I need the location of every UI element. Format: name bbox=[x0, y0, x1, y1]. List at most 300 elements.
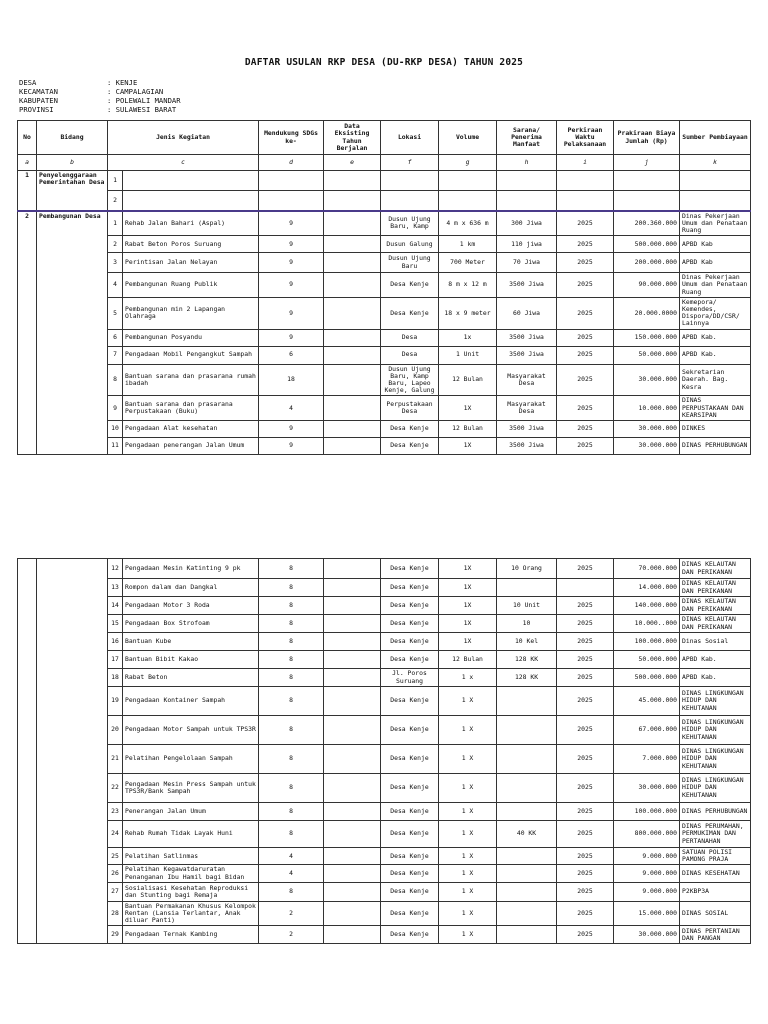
location: Desa bbox=[381, 329, 439, 346]
location: Desa Kenje bbox=[381, 848, 439, 865]
existing-data bbox=[324, 687, 381, 716]
location: Dusun Galung bbox=[381, 236, 439, 253]
activity-name: Pelatihan Pengelolaan Sampah bbox=[123, 745, 259, 774]
funding-source: Sekretarian Daerah. Bag. Kesra bbox=[680, 364, 751, 396]
existing-data bbox=[324, 364, 381, 396]
bidang-2-no: 2 bbox=[18, 211, 37, 455]
row-number: 7 bbox=[108, 346, 123, 364]
timeline: 2025 bbox=[557, 297, 614, 329]
beneficiaries: Masyarakat Desa bbox=[497, 396, 557, 421]
existing-data bbox=[324, 329, 381, 346]
cost: 500.000.000 bbox=[614, 236, 680, 253]
timeline: 2025 bbox=[557, 346, 614, 364]
timeline: 2025 bbox=[557, 615, 614, 633]
existing-data bbox=[324, 716, 381, 745]
row-number: 21 bbox=[108, 745, 123, 774]
info-row bbox=[19, 105, 181, 114]
row-number: 9 bbox=[108, 396, 123, 421]
location: Perpustakaan Desa bbox=[381, 396, 439, 421]
cost: 70.000.000 bbox=[614, 559, 680, 579]
activity-name: Pengadaan Kontainer Sampah bbox=[123, 687, 259, 716]
table-row bbox=[18, 236, 751, 253]
sdgs-value: 8 bbox=[259, 597, 324, 615]
location-info bbox=[19, 78, 181, 114]
row-number: 20 bbox=[108, 716, 123, 745]
location: Desa Kenje bbox=[381, 420, 439, 437]
timeline: 2025 bbox=[557, 633, 614, 651]
activity-name: Pelatihan Satlinmas bbox=[123, 848, 259, 865]
sdgs-value: 4 bbox=[259, 848, 324, 865]
location: Desa Kenje bbox=[381, 926, 439, 944]
info-label: PROVINSI bbox=[19, 105, 54, 114]
row-number: 10 bbox=[108, 420, 123, 437]
funding-source: APBD Kab. bbox=[680, 669, 751, 687]
table-row bbox=[18, 273, 751, 298]
sdgs-value: 8 bbox=[259, 615, 324, 633]
sdgs-value: 2 bbox=[259, 926, 324, 944]
existing-data bbox=[324, 633, 381, 651]
info-label: KABUPATEN bbox=[19, 96, 58, 105]
volume: 12 Bulan bbox=[439, 420, 497, 437]
location: Desa Kenje bbox=[381, 633, 439, 651]
sdgs-value: 8 bbox=[259, 579, 324, 597]
volume: 1 Unit bbox=[439, 346, 497, 364]
location: Desa Kenje bbox=[381, 579, 439, 597]
info-row bbox=[19, 87, 181, 96]
funding-source: DINAS LINGKUNGAN HIDUP DAN KEHUTANAN bbox=[680, 774, 751, 803]
table-row bbox=[18, 803, 751, 821]
letter-f: f bbox=[381, 155, 439, 171]
funding-source: DINAS KESEHATAN bbox=[680, 865, 751, 882]
info-label: KECAMATAN bbox=[19, 87, 58, 96]
existing-data bbox=[324, 901, 381, 926]
volume: 1 X bbox=[439, 774, 497, 803]
timeline: 2025 bbox=[557, 559, 614, 579]
existing-data bbox=[324, 848, 381, 865]
sdgs-value: 8 bbox=[259, 774, 324, 803]
volume: 1X bbox=[439, 437, 497, 454]
activity-name: Pengadaan Box Strofoam bbox=[123, 615, 259, 633]
table-row bbox=[18, 579, 751, 597]
volume: 700 Meter bbox=[439, 253, 497, 273]
row-number: 19 bbox=[108, 687, 123, 716]
table-row bbox=[18, 926, 751, 944]
activity-name: Pembangunan Posyandu bbox=[123, 329, 259, 346]
timeline: 2025 bbox=[557, 926, 614, 944]
beneficiaries bbox=[497, 579, 557, 597]
table-row bbox=[18, 901, 751, 926]
existing-data bbox=[324, 297, 381, 329]
letter-h: h bbox=[497, 155, 557, 171]
volume: 1X bbox=[439, 633, 497, 651]
header-row bbox=[18, 121, 751, 155]
existing-data bbox=[324, 615, 381, 633]
location: Desa Kenje bbox=[381, 803, 439, 821]
activity-name: Pengadaan Mesin Press Sampah untuk TPS3R/Bank Sampah bbox=[123, 774, 259, 803]
volume: 1 X bbox=[439, 821, 497, 848]
bidang-1-row bbox=[18, 191, 751, 211]
activity-name: Pengadaan Motor Sampah untuk TPS3R bbox=[123, 716, 259, 745]
existing-data bbox=[324, 559, 381, 579]
header-sumber: Sumber Pembiayaan bbox=[680, 121, 751, 155]
beneficiaries: 40 KK bbox=[497, 821, 557, 848]
beneficiaries: 10 Orang bbox=[497, 559, 557, 579]
cost: 140.000.000 bbox=[614, 597, 680, 615]
letter-i: i bbox=[557, 155, 614, 171]
row-number: 28 bbox=[108, 901, 123, 926]
beneficiaries bbox=[497, 882, 557, 901]
existing-data bbox=[324, 803, 381, 821]
funding-source: Dinas Pekerjaan Umum dan Penataan Ruang bbox=[680, 211, 751, 236]
cost: 50.000.000 bbox=[614, 346, 680, 364]
activity-name: Bantuan Bibit Kakao bbox=[123, 651, 259, 669]
volume: 1X bbox=[439, 579, 497, 597]
sdgs-value: 8 bbox=[259, 821, 324, 848]
row-number: 16 bbox=[108, 633, 123, 651]
proposal-table-page-2 bbox=[17, 558, 751, 944]
existing-data bbox=[324, 926, 381, 944]
cost: 30.000.000 bbox=[614, 437, 680, 454]
existing-data bbox=[324, 346, 381, 364]
sdgs-value: 9 bbox=[259, 420, 324, 437]
funding-source: APBD Kab bbox=[680, 253, 751, 273]
timeline: 2025 bbox=[557, 669, 614, 687]
header-bidang: Bidang bbox=[37, 121, 108, 155]
cost: 200.000.000 bbox=[614, 253, 680, 273]
timeline: 2025 bbox=[557, 597, 614, 615]
cost: 9.000.000 bbox=[614, 848, 680, 865]
funding-source: DINAS LINGKUNGAN HIDUP DAN KEHUTANAN bbox=[680, 745, 751, 774]
sdgs-value: 4 bbox=[259, 865, 324, 882]
location: Dusun Ujung Baru, Kamp Baru, Lapeo Kenje, Galung bbox=[381, 364, 439, 396]
volume: 1X bbox=[439, 559, 497, 579]
volume: 1 km bbox=[439, 236, 497, 253]
row-number: 15 bbox=[108, 615, 123, 633]
table-row bbox=[18, 364, 751, 396]
info-value: : SULAWESI BARAT bbox=[107, 105, 177, 114]
bidang-1-sub: 1 bbox=[108, 171, 123, 191]
location: Desa Kenje bbox=[381, 687, 439, 716]
sdgs-value: 9 bbox=[259, 211, 324, 236]
timeline: 2025 bbox=[557, 329, 614, 346]
row-number: 2 bbox=[108, 236, 123, 253]
info-value: : KENJE bbox=[107, 78, 138, 87]
funding-source: Dinas Sosial bbox=[680, 633, 751, 651]
row-number: 3 bbox=[108, 253, 123, 273]
activity-name: Pelatihan Kegawatdaruratan Penanganan Ibu Hamil bagi Bidan bbox=[123, 865, 259, 882]
location: Desa Kenje bbox=[381, 615, 439, 633]
beneficiaries: 128 KK bbox=[497, 651, 557, 669]
volume: 1 X bbox=[439, 745, 497, 774]
beneficiaries: 10 Unit bbox=[497, 597, 557, 615]
sdgs-value: 9 bbox=[259, 253, 324, 273]
row-number: 12 bbox=[108, 559, 123, 579]
sdgs-value: 8 bbox=[259, 559, 324, 579]
header-waktu: Perkiraan Waktu Pelaksanaan bbox=[557, 121, 614, 155]
row-number: 11 bbox=[108, 437, 123, 454]
funding-source: DINAS LINGKUNGAN HIDUP DAN KEHUTANAN bbox=[680, 716, 751, 745]
timeline: 2025 bbox=[557, 651, 614, 669]
existing-data bbox=[324, 651, 381, 669]
sdgs-value: 8 bbox=[259, 651, 324, 669]
location: Desa Kenje bbox=[381, 774, 439, 803]
volume: 1 X bbox=[439, 901, 497, 926]
letter-row bbox=[18, 155, 751, 171]
beneficiaries: 10 bbox=[497, 615, 557, 633]
activity-name: Rompon dalam dan Dangkal bbox=[123, 579, 259, 597]
beneficiaries: 3500 Jiwa bbox=[497, 420, 557, 437]
activity-name: Sosialisasi Kesehatan Reproduksi dan Stunting bagi Remaja bbox=[123, 882, 259, 901]
cost: 45.000.000 bbox=[614, 687, 680, 716]
letter-e: e bbox=[324, 155, 381, 171]
location: Dusun Ujung Baru bbox=[381, 253, 439, 273]
activity-name: Pengadaan Mesin Katinting 9 pk bbox=[123, 559, 259, 579]
row-number: 1 bbox=[108, 211, 123, 236]
beneficiaries bbox=[497, 848, 557, 865]
location: Desa Kenje bbox=[381, 745, 439, 774]
volume: 12 Bulan bbox=[439, 651, 497, 669]
activity-name: Bantuan sarana dan prasarana Perpustakaan (Buku) bbox=[123, 396, 259, 421]
activity-name: Perintisan Jalan Nelayan bbox=[123, 253, 259, 273]
beneficiaries bbox=[497, 901, 557, 926]
timeline: 2025 bbox=[557, 396, 614, 421]
location: Desa Kenje bbox=[381, 437, 439, 454]
row-number: 14 bbox=[108, 597, 123, 615]
beneficiaries: 3500 Jiwa bbox=[497, 329, 557, 346]
timeline: 2025 bbox=[557, 774, 614, 803]
table-row bbox=[18, 615, 751, 633]
timeline: 2025 bbox=[557, 803, 614, 821]
cost: 14.000.000 bbox=[614, 579, 680, 597]
cost: 10.000.000 bbox=[614, 396, 680, 421]
table-row bbox=[18, 329, 751, 346]
funding-source: DINAS KELAUTAN DAN PERIKANAN bbox=[680, 579, 751, 597]
volume: 1x bbox=[439, 329, 497, 346]
timeline: 2025 bbox=[557, 236, 614, 253]
sdgs-value: 2 bbox=[259, 901, 324, 926]
bidang-1-sub: 2 bbox=[108, 191, 123, 211]
bidang-cell-empty bbox=[18, 559, 37, 944]
funding-source: APBD Kab bbox=[680, 236, 751, 253]
beneficiaries bbox=[497, 687, 557, 716]
info-row bbox=[19, 96, 181, 105]
beneficiaries: Masyarakat Desa bbox=[497, 364, 557, 396]
table-row bbox=[18, 346, 751, 364]
existing-data bbox=[324, 669, 381, 687]
funding-source: DINAS PERUMAHAN, PERMUKIMAN DAN PERTANAHAN bbox=[680, 821, 751, 848]
cost: 30.000.000 bbox=[614, 420, 680, 437]
table-row bbox=[18, 687, 751, 716]
funding-source: DINAS KELAUTAN DAN PERIKANAN bbox=[680, 615, 751, 633]
row-number: 5 bbox=[108, 297, 123, 329]
info-value: : POLEWALI MANDAR bbox=[107, 96, 181, 105]
volume: 12 Bulan bbox=[439, 364, 497, 396]
activity-name: Pengadaan Ternak Kambing bbox=[123, 926, 259, 944]
timeline: 2025 bbox=[557, 745, 614, 774]
cost: 9.000.000 bbox=[614, 882, 680, 901]
location: Desa bbox=[381, 346, 439, 364]
sdgs-value: 8 bbox=[259, 803, 324, 821]
funding-source: SATUAN POLISI PAMONG PRAJA bbox=[680, 848, 751, 865]
volume: 1 X bbox=[439, 716, 497, 745]
table-row bbox=[18, 396, 751, 421]
row-number: 24 bbox=[108, 821, 123, 848]
table-row bbox=[18, 651, 751, 669]
timeline: 2025 bbox=[557, 253, 614, 273]
sdgs-value: 4 bbox=[259, 396, 324, 421]
cost: 67.000.000 bbox=[614, 716, 680, 745]
volume: 1 X bbox=[439, 926, 497, 944]
cost: 9.000.000 bbox=[614, 865, 680, 882]
existing-data bbox=[324, 882, 381, 901]
letter-k: k bbox=[680, 155, 751, 171]
header-biaya: Prakiraan Biaya Jumlah (Rp) bbox=[614, 121, 680, 155]
cost: 800.000.000 bbox=[614, 821, 680, 848]
activity-name: Pembangunan Ruang Publik bbox=[123, 273, 259, 298]
letter-d: d bbox=[259, 155, 324, 171]
beneficiaries: 128 KK bbox=[497, 669, 557, 687]
sdgs-value: 18 bbox=[259, 364, 324, 396]
volume: 1 X bbox=[439, 687, 497, 716]
header-volume: Volume bbox=[439, 121, 497, 155]
cost: 7.000.000 bbox=[614, 745, 680, 774]
timeline: 2025 bbox=[557, 364, 614, 396]
funding-source: DINAS SOSIAL bbox=[680, 901, 751, 926]
sdgs-value: 8 bbox=[259, 669, 324, 687]
existing-data bbox=[324, 774, 381, 803]
row-number: 18 bbox=[108, 669, 123, 687]
beneficiaries: 3500 Jiwa bbox=[497, 346, 557, 364]
location: Jl. Poros Suruang bbox=[381, 669, 439, 687]
activity-name: Rabat Beton Poros Suruang bbox=[123, 236, 259, 253]
funding-source: DINAS PERPUSTAKAAN DAN KEARSIPAN bbox=[680, 396, 751, 421]
cost: 150.000.000 bbox=[614, 329, 680, 346]
table-row bbox=[18, 745, 751, 774]
activity-name: Pengadaan Mobil Pengangkut Sampah bbox=[123, 346, 259, 364]
beneficiaries: 3500 Jiwa bbox=[497, 273, 557, 298]
header-jenis: Jenis Kegiatan bbox=[108, 121, 259, 155]
beneficiaries: 300 Jiwa bbox=[497, 211, 557, 236]
timeline: 2025 bbox=[557, 420, 614, 437]
bidang-1-name: Penyelenggaraan Pemerintahan Desa bbox=[37, 171, 108, 211]
volume: 1X bbox=[439, 396, 497, 421]
cost: 30.000.000 bbox=[614, 364, 680, 396]
location: Desa Kenje bbox=[381, 273, 439, 298]
activity-name: Pengadaan penerangan Jalan Umum bbox=[123, 437, 259, 454]
existing-data bbox=[324, 211, 381, 236]
sdgs-value: 9 bbox=[259, 297, 324, 329]
funding-source: Dinas Pekerjaan Umum dan Penataan Ruang bbox=[680, 273, 751, 298]
table-row bbox=[18, 848, 751, 865]
table-row bbox=[18, 716, 751, 745]
table-row bbox=[18, 597, 751, 615]
beneficiaries: 110 jiwa bbox=[497, 236, 557, 253]
funding-source: P2KBP3A bbox=[680, 882, 751, 901]
funding-source: APBD Kab. bbox=[680, 346, 751, 364]
table-row bbox=[18, 297, 751, 329]
activity-name: Penerangan Jalan Umum bbox=[123, 803, 259, 821]
info-row bbox=[19, 78, 181, 87]
cost: 10.000..000 bbox=[614, 615, 680, 633]
table-row bbox=[18, 437, 751, 454]
cost: 15.000.000 bbox=[614, 901, 680, 926]
location: Desa Kenje bbox=[381, 882, 439, 901]
funding-source: DINAS KELAUTAN DAN PERIKANAN bbox=[680, 559, 751, 579]
header-data: Data Eksisting Tahun Berjalan bbox=[324, 121, 381, 155]
location: Desa Kenje bbox=[381, 716, 439, 745]
volume: 4 m x 636 m bbox=[439, 211, 497, 236]
row-number: 26 bbox=[108, 865, 123, 882]
beneficiaries bbox=[497, 745, 557, 774]
table-row bbox=[18, 882, 751, 901]
row-number: 4 bbox=[108, 273, 123, 298]
funding-source: DINAS PERHUBUNGAN bbox=[680, 803, 751, 821]
existing-data bbox=[324, 253, 381, 273]
sdgs-value: 8 bbox=[259, 745, 324, 774]
activity-name: Rehab Jalan Bahari (Aspal) bbox=[123, 211, 259, 236]
letter-g: g bbox=[439, 155, 497, 171]
timeline: 2025 bbox=[557, 821, 614, 848]
timeline: 2025 bbox=[557, 273, 614, 298]
header-lokasi: Lokasi bbox=[381, 121, 439, 155]
sdgs-value: 9 bbox=[259, 273, 324, 298]
timeline: 2025 bbox=[557, 211, 614, 236]
activity-name: Bantuan Kube bbox=[123, 633, 259, 651]
location: Desa Kenje bbox=[381, 865, 439, 882]
funding-source: DINAS KELAUTAN DAN PERIKANAN bbox=[680, 597, 751, 615]
timeline: 2025 bbox=[557, 848, 614, 865]
timeline: 2025 bbox=[557, 716, 614, 745]
activity-name: Rabat Beton bbox=[123, 669, 259, 687]
bidang-1-row bbox=[18, 171, 751, 191]
volume: 18 x 9 meter bbox=[439, 297, 497, 329]
timeline: 2025 bbox=[557, 687, 614, 716]
beneficiaries: 60 Jiwa bbox=[497, 297, 557, 329]
funding-source: APBD Kab. bbox=[680, 329, 751, 346]
beneficiaries bbox=[497, 865, 557, 882]
beneficiaries: 10 Kel bbox=[497, 633, 557, 651]
existing-data bbox=[324, 236, 381, 253]
volume: 8 m x 12 m bbox=[439, 273, 497, 298]
location: Desa Kenje bbox=[381, 821, 439, 848]
sdgs-value: 6 bbox=[259, 346, 324, 364]
existing-data bbox=[324, 821, 381, 848]
activity-name: Pembangunan min 2 Lapangan Olahraga bbox=[123, 297, 259, 329]
info-value: : CAMPALAGIAN bbox=[107, 87, 164, 96]
letter-a: a bbox=[18, 155, 37, 171]
sdgs-value: 8 bbox=[259, 633, 324, 651]
row-number: 23 bbox=[108, 803, 123, 821]
funding-source: DINKES bbox=[680, 420, 751, 437]
timeline: 2025 bbox=[557, 437, 614, 454]
sdgs-value: 8 bbox=[259, 716, 324, 745]
sdgs-value: 8 bbox=[259, 882, 324, 901]
timeline: 2025 bbox=[557, 901, 614, 926]
letter-j: j bbox=[614, 155, 680, 171]
bidang-1-no: 1 bbox=[18, 171, 37, 211]
timeline bbox=[557, 579, 614, 597]
volume: 1 X bbox=[439, 848, 497, 865]
document-title: DAFTAR USULAN RKP DESA (DU-RKP DESA) TAHUN 2025 bbox=[244, 57, 524, 68]
funding-source: Kemepora/ Kemendes, Dispora/DD/CSR/ Lainnya bbox=[680, 297, 751, 329]
header-sarana: Sarana/ Penerima Manfaat bbox=[497, 121, 557, 155]
location: Desa Kenje bbox=[381, 651, 439, 669]
sdgs-value: 9 bbox=[259, 236, 324, 253]
existing-data bbox=[324, 597, 381, 615]
row-number: 17 bbox=[108, 651, 123, 669]
cost: 30.000.000 bbox=[614, 926, 680, 944]
volume: 1 X bbox=[439, 865, 497, 882]
